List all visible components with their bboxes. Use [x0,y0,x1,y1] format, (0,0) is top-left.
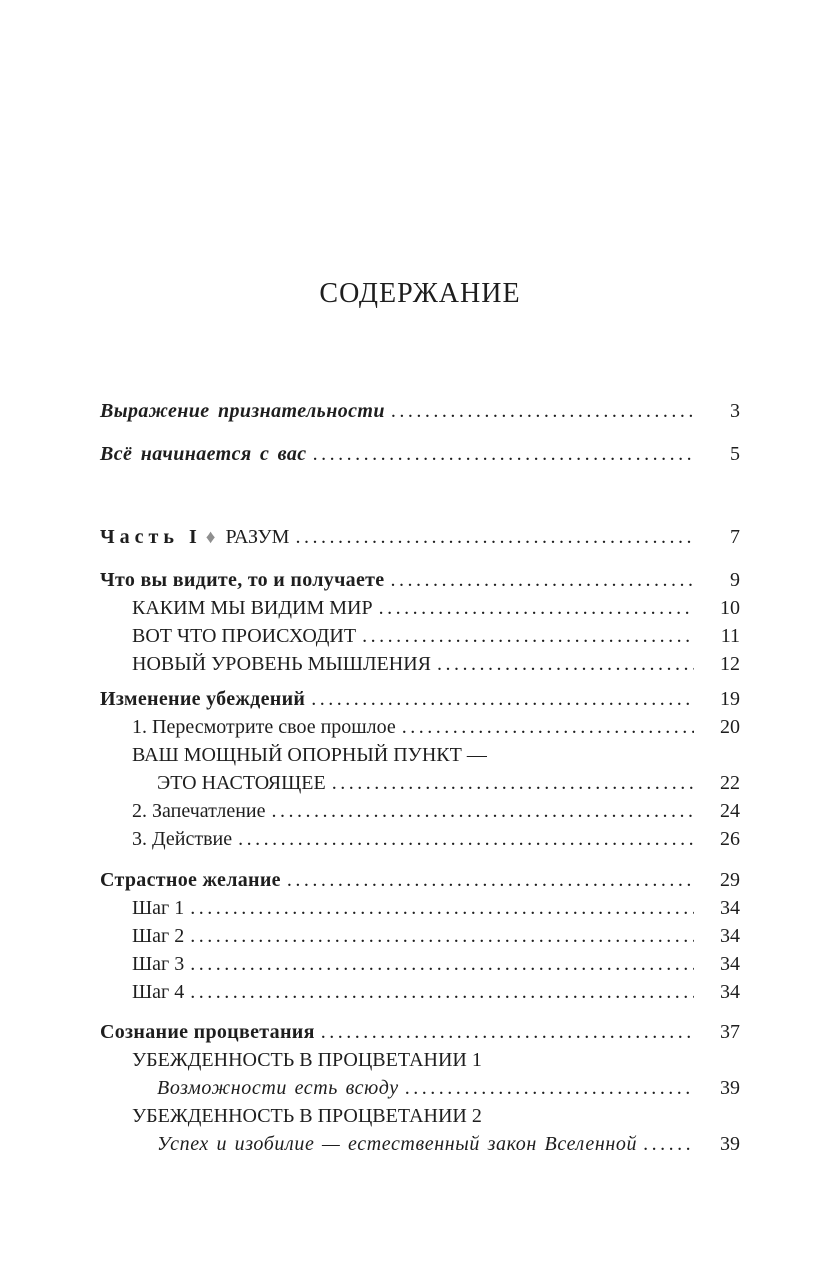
dot-leader [287,866,694,894]
dot-leader [190,922,694,950]
entry-label: УБЕЖДЕННОСТЬ В ПРОЦВЕТАНИИ 1 [132,1049,482,1071]
page-number: 11 [720,625,740,647]
entry-label: ВОТ ЧТО ПРОИСХОДИТ [132,625,357,647]
toc-entry [100,685,740,713]
entry-label: Сознание процветания [100,1021,315,1043]
dot-leader [391,397,694,425]
page-number: 24 [720,800,740,822]
entry-label: Шаг 4 [132,981,185,1003]
entry-label: КАКИМ МЫ ВИДИМ МИР [132,597,373,619]
toc-entry [100,622,740,650]
entry-label: Шаг 2 [132,925,185,947]
dot-leader [295,523,694,551]
part-title-label: РАЗУМ [225,526,290,548]
dot-leader [190,978,694,1006]
toc-entry [100,978,740,1006]
toc-list [100,397,740,1158]
page-number: 39 [720,1077,740,1099]
toc-entry [100,397,740,425]
dot-leader [332,769,694,797]
dot-leader [190,894,694,922]
diamond-icon: ♦ [205,527,216,548]
toc-entry [100,650,740,678]
toc-entry [100,922,740,950]
toc-entry [100,894,740,922]
entry-label: Возможности есть всюду [157,1077,399,1099]
page-number: 9 [730,569,740,591]
dot-leader [390,566,694,594]
toc-entry [100,741,740,769]
toc-entry [100,566,740,594]
dot-leader [190,950,694,978]
toc-entry [100,713,740,741]
dot-leader [311,685,694,713]
entry-label: Шаг 1 [132,897,185,919]
page-number: 7 [730,526,740,548]
page-number: 5 [730,443,740,465]
toc-entry [100,594,740,622]
entry-label: Успех и изобилие — естественный закон Вселенной [157,1133,638,1155]
entry-label: Изменение убеждений [100,688,306,710]
dot-leader [379,594,694,622]
toc-entry [100,1102,740,1130]
entry-label: Всё начинается с вас [100,443,307,465]
page-number: 37 [720,1021,740,1043]
page-number: 29 [720,869,740,891]
entry-label: НОВЫЙ УРОВЕНЬ МЫШЛЕНИЯ [132,653,431,675]
toc-entry [100,866,740,894]
page-number: 34 [720,897,740,919]
page-title: СОДЕРЖАНИЕ [319,278,521,309]
entry-label: ВАШ МОЩНЫЙ ОПОРНЫЙ ПУНКТ — [132,744,487,766]
entry-label: УБЕЖДЕННОСТЬ В ПРОЦВЕТАНИИ 2 [132,1105,482,1127]
entry-label [100,523,289,552]
page-number: 34 [720,981,740,1003]
entry-label: ЭТО НАСТОЯЩЕЕ [157,772,326,794]
toc-entry-part [100,523,740,552]
toc-entry [100,1018,740,1046]
toc-entry [100,797,740,825]
dot-leader [643,1130,694,1158]
page-number: 12 [720,653,740,675]
page-number: 3 [730,400,740,422]
dot-leader [313,440,694,468]
toc-entry [100,440,740,468]
dot-leader [238,825,694,853]
toc-entry [100,769,740,797]
entry-label: Страстное желание [100,869,281,891]
dot-leader [405,1074,694,1102]
page-number: 39 [720,1133,740,1155]
page-number: 19 [720,688,740,710]
page-number: 34 [720,953,740,975]
part-number-label: Часть I [100,526,202,548]
page-number: 26 [720,828,740,850]
entry-label: Выражение признательности [100,400,385,422]
entry-label: Шаг 3 [132,953,185,975]
page-number: 22 [720,772,740,794]
toc-entry [100,1130,740,1158]
page-number: 34 [720,925,740,947]
dot-leader [402,713,694,741]
entry-label: 3. Действие [132,828,233,850]
dot-leader [321,1018,694,1046]
toc-entry [100,1074,740,1102]
page-number: 20 [720,716,740,738]
toc-entry [100,1046,740,1074]
page-number: 10 [720,597,740,619]
dot-leader [362,622,694,650]
entry-label: 2. Запечатление [132,800,266,822]
entry-label: 1. Пересмотрите свое прошлое [132,716,396,738]
entry-label: Что вы видите, то и получаете [100,569,385,591]
toc-entry [100,825,740,853]
toc-entry [100,950,740,978]
dot-leader [272,797,694,825]
dot-leader [437,650,694,678]
